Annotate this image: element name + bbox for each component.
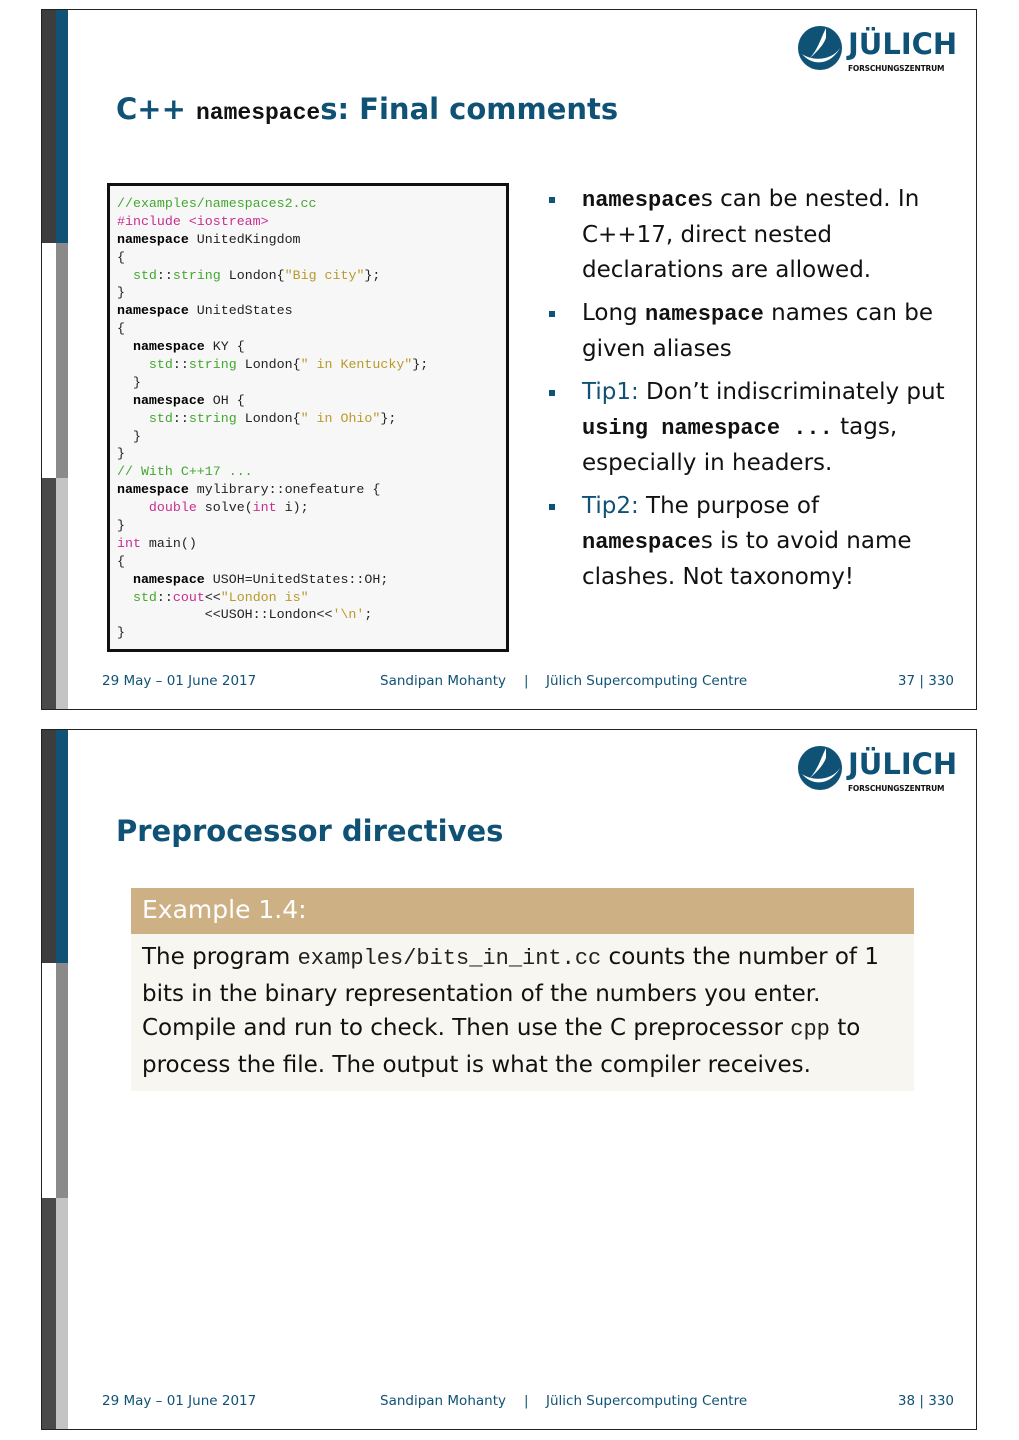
example-text: counts the number of 1 bits in the binary representation of the numbers you enter. Compile and run to check. Then use the C preprocessor	[142, 944, 879, 1041]
footer-author: Sandipan Mohanty	[380, 1393, 506, 1409]
code-token: }	[117, 518, 125, 534]
code-token: //examples/namespaces2.cc	[117, 196, 317, 211]
code-token: }	[117, 625, 125, 641]
side-bar-segment	[42, 10, 56, 243]
code-line	[117, 517, 506, 535]
footer-separator: |	[524, 1393, 529, 1409]
code-line	[117, 356, 506, 374]
slide-footer	[42, 1393, 977, 1413]
code-token: string	[188, 410, 237, 426]
code-token: UnitedKingdom	[188, 231, 301, 247]
code-token: }	[117, 446, 125, 462]
code-token: string	[188, 357, 237, 373]
code-token: ;	[364, 607, 373, 623]
side-bar-segment	[42, 243, 56, 478]
code-line	[117, 463, 506, 481]
footer-institute: Jülich Supercomputing Centre	[546, 1393, 748, 1409]
code-line	[117, 267, 506, 285]
code-token: std	[132, 589, 157, 605]
code-token: ::	[156, 589, 173, 605]
code-line	[117, 499, 506, 517]
logo-subtitle: FORSCHUNGSZENTRUM	[848, 64, 945, 73]
code-token	[117, 268, 133, 283]
code-token	[117, 339, 133, 354]
example-text: to process the file. The output is what the compiler receives.	[142, 1015, 861, 1078]
code-token: namespace	[132, 392, 205, 408]
side-bar-segment	[56, 963, 68, 1198]
code-token: " in Kentucky"	[300, 357, 413, 373]
code-token: London{	[236, 410, 301, 426]
code-token: std	[132, 267, 157, 283]
code-token: }	[117, 374, 141, 390]
footer-institute: Jülich Supercomputing Centre	[546, 673, 748, 689]
code-token: std	[148, 357, 173, 373]
code-token: ::	[172, 410, 189, 426]
code-token: namespace	[117, 303, 189, 319]
side-bar-segment	[56, 243, 68, 478]
example-text: The program	[142, 944, 298, 970]
code-line	[117, 213, 506, 231]
code-token: mylibrary::onefeature {	[188, 482, 381, 498]
code-token	[117, 500, 149, 515]
code-line	[117, 195, 506, 213]
code-token: OH {	[204, 392, 245, 408]
code-line	[117, 589, 506, 607]
footer-date: 29 May – 01 June 2017	[102, 1393, 257, 1409]
bullet-text: namespace	[582, 188, 701, 213]
example-text: examples/bits_in_int.cc	[297, 946, 602, 971]
code-line	[117, 535, 506, 553]
side-bar-segment	[42, 730, 56, 963]
code-line	[117, 320, 506, 338]
logo-name: JÜLICH	[848, 747, 958, 781]
code-token: "London is"	[220, 589, 309, 605]
code-token: <<USOH::London<<	[117, 607, 333, 623]
code-line	[117, 571, 506, 589]
code-token: double	[148, 500, 197, 516]
code-token: #include <iostream>	[117, 213, 269, 229]
footer-date: 29 May – 01 June 2017	[102, 673, 257, 689]
slide-38	[41, 729, 977, 1430]
code-token: {	[117, 553, 125, 569]
side-bar-segment	[42, 963, 56, 1198]
bullet-text: s is to avoid name clashes. Not taxonomy!	[582, 528, 912, 590]
code-token: " in Ohio"	[300, 410, 381, 426]
slide-title: Preprocessor directives	[116, 814, 504, 848]
code-line	[117, 606, 506, 624]
example-block	[131, 888, 914, 1091]
bullet-text: namespace	[644, 302, 764, 327]
code-token: // With C++17 ...	[117, 464, 253, 480]
bullet-item	[548, 489, 948, 595]
bullet-text: namespace	[582, 530, 701, 555]
code-token: int	[117, 535, 141, 551]
code-token: std	[148, 410, 173, 426]
code-token: string	[172, 267, 221, 283]
code-line	[117, 410, 506, 428]
code-line	[117, 284, 506, 302]
code-token: namespace	[132, 571, 205, 587]
code-line	[117, 249, 506, 267]
code-line	[117, 374, 506, 392]
code-token	[117, 393, 133, 408]
code-token: namespace	[117, 482, 189, 498]
bullet-text: Tip1:	[582, 379, 639, 405]
bullet-text: using namespace ...	[582, 416, 833, 441]
code-line	[117, 338, 506, 356]
code-token: };	[380, 410, 397, 426]
slide-37	[41, 9, 977, 710]
bullet-square-icon	[549, 504, 555, 510]
code-token: }	[117, 428, 141, 444]
code-token: main()	[140, 535, 197, 551]
example-heading: Example 1.4:	[131, 888, 914, 934]
code-line	[117, 624, 506, 642]
bullet-text: Tip2:	[582, 493, 639, 519]
bullet-text: names can be given aliases	[582, 300, 934, 362]
code-token: int	[252, 500, 277, 516]
bullet-item	[548, 182, 948, 288]
code-line	[117, 302, 506, 320]
code-token: London{	[236, 357, 301, 373]
logo-subtitle: FORSCHUNGSZENTRUM	[848, 784, 945, 793]
example-text: cpp	[790, 1017, 830, 1042]
code-line	[117, 553, 506, 571]
code-token: }	[117, 285, 125, 301]
bullet-text: Don’t indiscriminately put	[638, 379, 945, 405]
bullet-square-icon	[549, 311, 555, 317]
code-token: {	[117, 321, 125, 337]
code-token: USOH=UnitedStates::OH;	[204, 571, 389, 587]
code-token: '\n'	[332, 607, 365, 623]
code-token	[117, 357, 149, 372]
side-bar-segment	[56, 10, 68, 243]
code-token: cout	[172, 589, 205, 605]
footer-page-number: 37 | 330	[897, 673, 954, 689]
code-token: ::	[156, 267, 173, 283]
code-token: namespace	[132, 339, 205, 355]
logo-name: JÜLICH	[848, 27, 958, 61]
code-line	[117, 392, 506, 410]
code-token: "Big city"	[284, 267, 365, 283]
bullet-text: The purpose of	[638, 493, 820, 519]
bullet-square-icon	[549, 390, 555, 396]
slide-footer	[42, 673, 977, 693]
footer-separator: |	[524, 673, 529, 689]
code-token: <<	[204, 589, 221, 605]
code-token	[117, 590, 133, 605]
code-token: London{	[220, 267, 285, 283]
code-token: namespace	[117, 231, 189, 247]
code-token: };	[364, 267, 381, 283]
bullet-text: tags, especially in headers.	[582, 414, 898, 476]
code-listing	[107, 183, 509, 652]
juelich-logo-icon	[796, 24, 844, 72]
code-token: ::	[172, 357, 189, 373]
code-token: solve(	[196, 500, 253, 516]
code-token: };	[412, 357, 429, 373]
code-token: {	[117, 249, 125, 265]
bullet-square-icon	[549, 197, 555, 203]
bullet-item	[548, 296, 948, 367]
juelich-logo	[796, 22, 956, 78]
footer-author: Sandipan Mohanty	[380, 673, 506, 689]
side-bar-segment	[56, 730, 68, 963]
bullet-list	[548, 182, 948, 603]
slide-title	[116, 92, 618, 126]
title-suffix: s: Final comments	[320, 92, 619, 126]
code-token: KY {	[204, 339, 245, 355]
footer-page-number: 38 | 330	[897, 1393, 954, 1409]
bullet-item	[548, 375, 948, 481]
juelich-logo-icon	[796, 744, 844, 792]
title-mono: namespace	[195, 100, 321, 126]
code-token	[117, 572, 133, 587]
code-line	[117, 231, 506, 249]
bullet-text: s can be nested. In C++17, direct nested declarations are allowed.	[582, 186, 920, 283]
example-body	[131, 934, 914, 1091]
code-line	[117, 481, 506, 499]
code-line	[117, 428, 506, 446]
juelich-logo	[796, 742, 956, 798]
code-line	[117, 445, 506, 463]
code-token: i);	[276, 500, 309, 516]
code-token	[117, 411, 149, 426]
title-prefix: C++	[116, 92, 196, 126]
code-token: UnitedStates	[188, 303, 293, 319]
bullet-text: Long	[582, 300, 645, 326]
